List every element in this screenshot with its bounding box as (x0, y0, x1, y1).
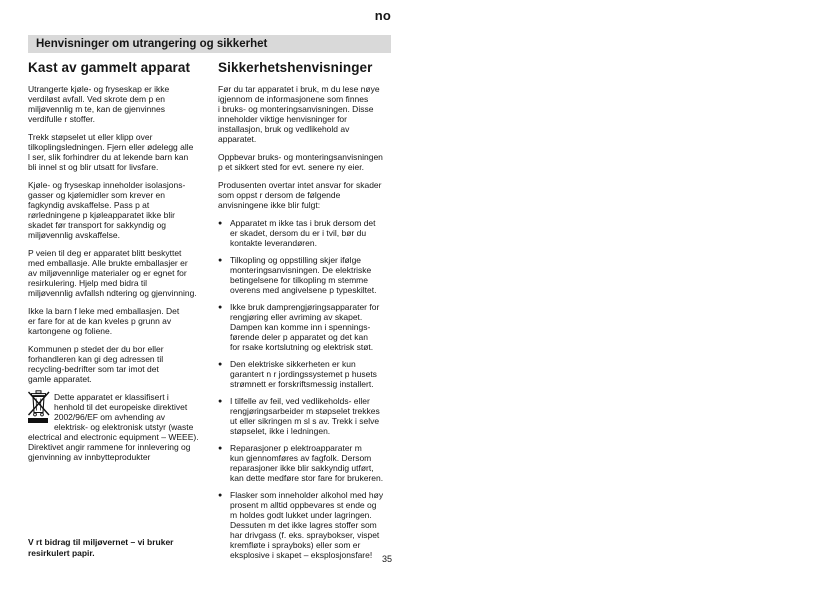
bullet-text (230, 490, 399, 560)
bullet-list (218, 218, 399, 560)
bullet-item (218, 396, 399, 436)
text-line: miljøvennlig avfallsh ndtering og gjenvinning. (28, 288, 197, 298)
text-line: i bruks- og monteringsanvisningen. Disse (218, 104, 374, 114)
text-line: P veien til deg er apparatet blitt beskyttet (28, 248, 182, 258)
text-line: forhandleren kan gi deg adressen til (28, 354, 164, 364)
text-line: resirkulering. Hjelp med bidra til (28, 278, 148, 288)
text-line: av miljøvennlige materialer og er egnet for (28, 268, 187, 278)
text-line: kontakte leverandøren. (230, 238, 317, 248)
bullet-marker-icon: ● (218, 492, 223, 499)
text-line: Kjøle- og fryseskap inneholder isolasjons- (28, 180, 186, 190)
paragraph (28, 306, 208, 336)
text-line: recycling-bedrifter som tar imot det (28, 364, 159, 374)
text-line: ut eller sikringen m sl s av. Trekk i selve (230, 416, 380, 426)
text-line: miljøvennlig avskaffelse. (28, 230, 120, 240)
text-line: l ser, slik forhindrer du at lekende barn kan (28, 152, 189, 162)
text-line: støpselet, ikke i ledningen. (230, 426, 331, 436)
text-line: gamle apparatet. (28, 374, 92, 384)
language-marker: no (374, 8, 391, 23)
text-line: Utrangerte kjøle- og fryseskap er ikke (28, 84, 170, 94)
right-paragraphs (218, 84, 399, 210)
section-header-bar (28, 35, 391, 53)
text-line: Den elektriske sikkerheten er kun (230, 359, 356, 369)
text-line: anvisningene ikke blir fulgt: (218, 200, 321, 210)
text-line: eksplosive i skapet – eksplosjonsfare! (230, 550, 373, 560)
bullet-text (230, 218, 399, 248)
right-column (218, 60, 399, 567)
left-paragraphs (28, 84, 208, 384)
text-line: Trekk støpselet ut eller klipp over (28, 132, 153, 142)
text-line: Dette apparatet er klassifisert i (54, 392, 169, 402)
text-line: overens med angivelsene p typeskiltet. (230, 285, 377, 295)
text-line: Oppbevar bruks- og monteringsanvisningen (218, 152, 383, 162)
text-line: miljøvennlig m te, kan de gjenvinnes (28, 104, 166, 114)
text-line: Flasker som inneholder alkohol med høy (230, 490, 384, 500)
paragraph (28, 248, 208, 298)
text-line: igjennom de informasjonene som finnes (218, 94, 369, 104)
paragraph (218, 180, 399, 210)
text-line: Tilkopling og oppstilling skjer ifølge (230, 255, 362, 265)
text-line: Ikke bruk damprengjøringsapparater for (230, 302, 380, 312)
left-column-heading: Kast av gammelt apparat (28, 60, 191, 75)
text-line: I tilfelle av feil, ved vedlikeholds- eller (230, 396, 370, 406)
text-line: kartongene og foliene. (28, 326, 113, 336)
text-line: henhold til det europeiske direktivet (54, 402, 188, 412)
text-line: gjenvinning av innbytteprodukter (28, 452, 151, 462)
bullet-item (218, 359, 399, 389)
text-line: rengjøring eller avriming av skapet. (230, 312, 363, 322)
text-line: installasjon, bruk og vedlikehold av (218, 124, 350, 134)
bullet-item (218, 443, 399, 483)
bullet-marker-icon: ● (218, 398, 223, 405)
bullet-marker-icon: ● (218, 445, 223, 452)
bullet-item (218, 218, 399, 248)
text-line: er skadet, dersom du er i tvil, bør du (230, 228, 367, 238)
text-line: Reparasjoner p elektroapparater m (230, 443, 362, 453)
bullet-marker-icon: ● (218, 220, 223, 227)
text-line: som oppst r dersom de følgende (218, 190, 341, 200)
bullet-text (230, 443, 399, 483)
text-line: er fare for at de kan kveles p grunn av (28, 316, 172, 326)
bullet-marker-icon: ● (218, 361, 223, 368)
text-line: verdifulle r stoffer. (28, 114, 95, 124)
paragraph (28, 132, 208, 172)
text-line: reparasjoner ikke blir sakkyndig utført, (230, 463, 374, 473)
right-column-heading: Sikkerhetshenvisninger (218, 60, 373, 75)
page-number: 35 (381, 554, 392, 564)
text-line: p et sikkert sted for evt. senere ny eier. (218, 162, 364, 172)
bullet-item (218, 302, 399, 352)
bullet-text (230, 255, 399, 295)
text-line: monteringsanvisningen. De elektriske (230, 265, 372, 275)
bullet-text (230, 396, 399, 436)
text-line: skadet før transport for sakkyndig og (28, 220, 166, 230)
text-line: kan dette medføre stor fare for brukeren. (230, 473, 384, 483)
text-line: prosent m alltid oppbevares st ende og (230, 500, 377, 510)
bullet-marker-icon: ● (218, 304, 223, 311)
text-line: tilkoplingsledningen. Fjern eller ødelegg alle (28, 142, 194, 152)
weee-note (28, 392, 208, 462)
text-line: inneholder viktige henvisninger for (218, 114, 347, 124)
text-line: Produsenten overtar intet ansvar for skader (218, 180, 382, 190)
text-line: V rt bidrag til miljøvernet – vi bruker (28, 537, 174, 547)
weee-black-bar (28, 418, 48, 423)
text-line: Kommunen p stedet der du bor eller (28, 344, 164, 354)
paragraph (28, 344, 208, 384)
text-line: resirkulert papir. (28, 548, 95, 558)
bullet-text (230, 302, 399, 352)
weee-crossed-out-bin-icon (28, 390, 50, 436)
section-title: Henvisninger om utrangering og sikkerhet (36, 38, 268, 50)
text-line: Før du tar apparatet i bruk, m du lese nøye (218, 84, 380, 94)
text-line: rørledningene p kjøleapparatet ikke blir (28, 210, 175, 220)
text-line: har drivgass (f. eks. spraybokser, vispet (230, 530, 380, 540)
paragraph (28, 180, 208, 240)
left-column (28, 60, 208, 567)
text-line: m holdes godt lukket under lagringen. (230, 510, 372, 520)
text-line: elektrisk- og elektronisk utstyr (waste (54, 422, 194, 432)
text-line: gasser og kjølemidler som krever en (28, 190, 165, 200)
bullet-text (230, 359, 399, 389)
text-line: for rsake kortslutning og elektrisk støt. (230, 342, 374, 352)
text-line: verdiløst avfall. Ved skrote dem p en (28, 94, 166, 104)
text-line: Apparatet m ikke tas i bruk dersom det (230, 218, 376, 228)
paragraph (218, 84, 399, 144)
text-line: rengjøringsarbeider m støpselet trekkes (230, 406, 380, 416)
weee-text (28, 392, 208, 462)
text-line: garantert n r jordingssystemet p husets (230, 369, 377, 379)
text-line: bli innel st og blir utsatt for livsfare. (28, 162, 159, 172)
text-line: Direktivet angir rammene for innlevering og (28, 442, 191, 452)
text-line: kun gjennomføres av fagfolk. Dersom (230, 453, 372, 463)
text-line: Dessuten m det ikke lagres stoffer som (230, 520, 377, 530)
text-line: strømnett er forskriftsmessig installert. (230, 379, 374, 389)
paragraph (218, 152, 399, 172)
text-line: apparatet. (218, 134, 257, 144)
text-line: førende deler p apparatet og det kan (230, 332, 368, 342)
text-line: 2002/96/EF om avhending av (54, 412, 166, 422)
text-line: kremfløte i sprayboks) eller som er (230, 540, 361, 550)
text-line: electrical and electronic equipment – WEEE). (28, 432, 199, 442)
text-line: Ikke la barn f leke med emballasjen. Det (28, 306, 180, 316)
bullet-item (218, 490, 399, 560)
text-line: fagkyndig avskaffelse. Pass p at (28, 200, 150, 210)
bullet-item (218, 255, 399, 295)
text-line: betingelsene for tilkopling m stemme (230, 275, 368, 285)
bullet-marker-icon: ● (218, 257, 223, 264)
text-line: med emballasje. Alle brukte emballasjer er (28, 258, 188, 268)
two-column-body (28, 60, 399, 567)
paragraph (28, 84, 208, 124)
text-line: Dampen kan komme inn i spennings- (230, 322, 371, 332)
